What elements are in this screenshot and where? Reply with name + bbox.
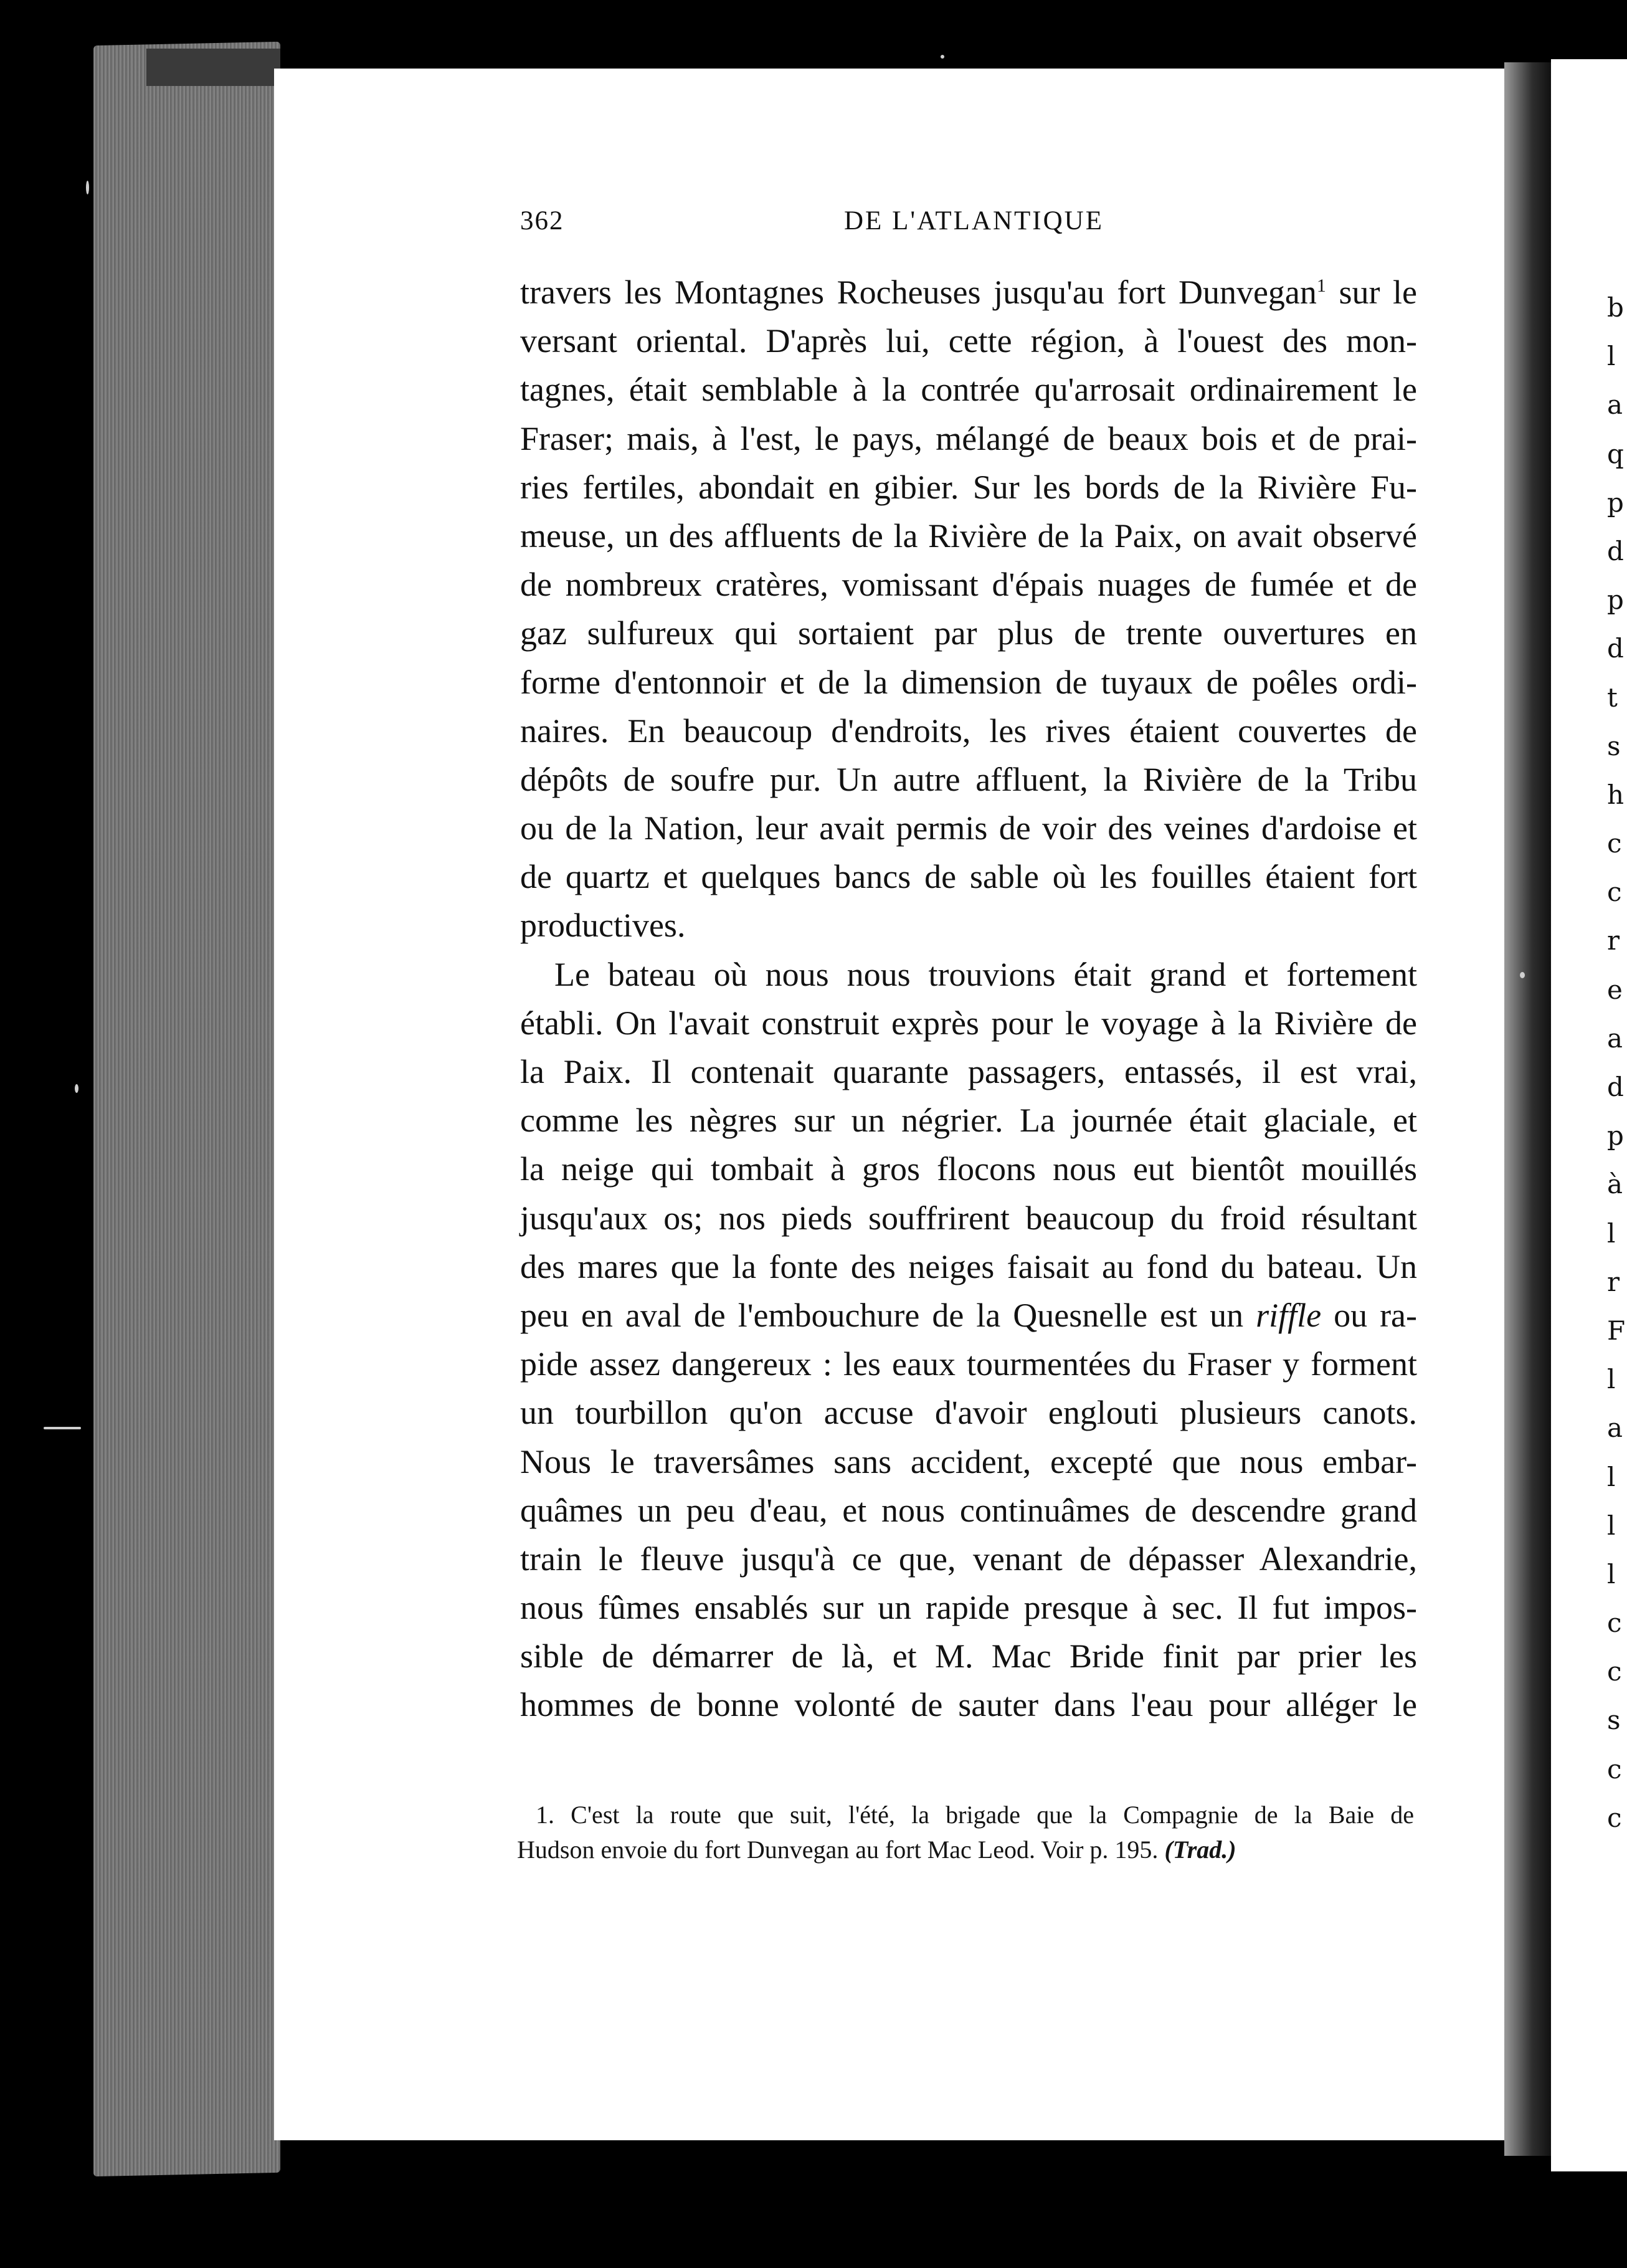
facing-page-letter: p [1607, 487, 1624, 518]
text-line: Nous le traversâmes sans accident, excepté que nous embar- [520, 1442, 1417, 1480]
text-line: la Paix. Il contenait quarante passagers, entassés, il est vrai, [520, 1053, 1417, 1090]
book-fore-edge [93, 42, 280, 2176]
text-line: ou de la Nation, leur avait permis de voir des veines d'ardoise et [520, 809, 1417, 847]
facing-page-letter: l [1607, 1558, 1616, 1589]
facing-page-letter: c [1607, 828, 1622, 859]
footnote-trad-mark: (Trad.) [1164, 1836, 1236, 1864]
text-line: quâmes un peu d'eau, et nous continuâmes de descendre grand [520, 1491, 1417, 1529]
facing-page-letter: d [1607, 535, 1624, 566]
text-line: de quartz et quelques bancs de sable où les fouilles étaient fort [520, 858, 1417, 896]
facing-page-letter: b [1607, 292, 1624, 323]
facing-page-letter: c [1607, 877, 1622, 908]
scan-speck [941, 55, 944, 59]
text-line: jusqu'aux os; nos pieds souffrirent beaucoup du froid résultant [520, 1199, 1417, 1237]
facing-page-letter: l [1607, 1510, 1616, 1541]
text-line: train le fleuve jusqu'à ce que, venant de dépasser Alexandrie, [520, 1540, 1417, 1578]
facing-page-letter: d [1607, 1072, 1624, 1102]
text-line: peu en aval de l'embouchure de la Quesnelle est un riffle ou ra- [520, 1296, 1418, 1334]
facing-page-letter: s [1607, 1705, 1621, 1736]
text-line: pide assez dangereux : les eaux tourmentées du Fraser y forment [520, 1345, 1417, 1383]
text-line: nous fûmes ensablés sur un rapide presque à sec. Il fut impos- [520, 1589, 1417, 1627]
footnote-reference-mark: 1 [1316, 275, 1326, 296]
scan-speck [1520, 972, 1525, 978]
facing-page-letter: a [1607, 1413, 1623, 1444]
facing-page-letter: t [1607, 682, 1618, 713]
facing-page-text-fragments [1607, 284, 1627, 1842]
page-number: 362 [520, 206, 564, 236]
facing-page-letter: q [1607, 438, 1624, 469]
text-line: Fraser; mais, à l'est, le pays, mélangé de beaux bois et de prai- [520, 419, 1417, 457]
facing-page-letter: a [1607, 1022, 1623, 1054]
text-line: un tourbillon qu'on accuse d'avoir englouti plusieurs canots. [520, 1394, 1417, 1432]
facing-page-letter: l [1607, 1217, 1616, 1249]
facing-page-letter: e [1607, 974, 1623, 1005]
facing-page-letter: r [1607, 1266, 1620, 1297]
text-line-paragraph-start: Le bateau où nous nous trouvions était grand et fortement [554, 955, 1417, 993]
scan-speck [44, 1427, 81, 1429]
running-head [520, 206, 1411, 249]
text-line: ries fertiles, abondait en gibier. Sur les bords de la Rivière Fu- [520, 468, 1417, 506]
text-line: forme d'entonnoir et de la dimension de tuyaux de poêles ordi- [520, 663, 1417, 701]
text-line: comme les nègres sur un négrier. La journée était glaciale, et [520, 1102, 1417, 1140]
text-line: versant oriental. D'après lui, cette région, à l'ouest des mon- [520, 322, 1417, 360]
text-line: meuse, un des affluents de la Rivière de la Paix, on avait observé [520, 517, 1417, 555]
facing-page-letter: l [1607, 1461, 1616, 1492]
footnote [517, 1798, 1414, 1867]
footnote-line: 1. C'est la route que suit, l'été, la brigade que la Compagnie de la Baie de [536, 1801, 1414, 1829]
facing-page-letter: p [1607, 1120, 1624, 1151]
text-line: productives. [520, 907, 686, 945]
facing-page-letter: c [1607, 1802, 1622, 1833]
book-fore-edge-shadow [146, 49, 280, 86]
text-line: des mares que la fonte des neiges faisait au fond du bateau. Un [520, 1247, 1417, 1285]
facing-page-letter: s [1607, 730, 1621, 761]
facing-page-letter: h [1607, 779, 1625, 810]
body-text [520, 268, 1417, 1730]
running-head-title: DE L'ATLANTIQUE [844, 206, 1104, 236]
text-line: travers les Montagnes Rocheuses jusqu'au fort Dunvegan$^1$ sur le [520, 274, 1418, 311]
text-line: sible de démarrer de là, et M. Mac Bride finit par prier les [520, 1637, 1417, 1675]
facing-page-letter: r [1607, 925, 1620, 956]
text-line: tagnes, était semblable à la contrée qu'arrosait ordinairement le [520, 371, 1417, 409]
text-line: dépôts de soufre pur. Un autre affluent, la Rivière de la Tribu [520, 760, 1417, 798]
footnote-line: Hudson envoie du fort Dunvegan au fort Mac Leod. Voir p. 195. (Trad.) [517, 1836, 1236, 1864]
text-line: de nombreux cratères, vomissant d'épais nuages de fumée et de [520, 566, 1417, 604]
facing-page-letter: d [1607, 633, 1624, 664]
facing-page-letter: a [1607, 389, 1623, 421]
text-line: établi. On l'avait construit exprès pour le voyage à la Rivière de [520, 1004, 1417, 1042]
facing-page-letter: c [1607, 1753, 1622, 1784]
text-line: gaz sulfureux qui sortaient par plus de trente ouvertures en [520, 614, 1417, 652]
facing-page-letter: à [1607, 1169, 1623, 1200]
text-line: la neige qui tombait à gros flocons nous eut bientôt mouillés [520, 1150, 1417, 1188]
scan-speck [86, 181, 89, 194]
scan-speck [75, 1084, 78, 1093]
facing-page-letter: l [1607, 1364, 1616, 1395]
text-line: hommes de bonne volonté de sauter dans l'eau pour alléger le [520, 1686, 1417, 1724]
facing-page-letter: l [1607, 341, 1616, 372]
facing-page-letter: p [1607, 584, 1624, 616]
facing-page-letter: c [1607, 1608, 1622, 1639]
text-line: naires. En beaucoup d'endroits, les rives étaient couvertes de [520, 712, 1417, 750]
page-gutter-shadow [1504, 62, 1551, 2156]
facing-page-letter: c [1607, 1656, 1622, 1687]
facing-page-letter: F [1607, 1315, 1626, 1346]
italic-term: riffle [1256, 1296, 1322, 1334]
